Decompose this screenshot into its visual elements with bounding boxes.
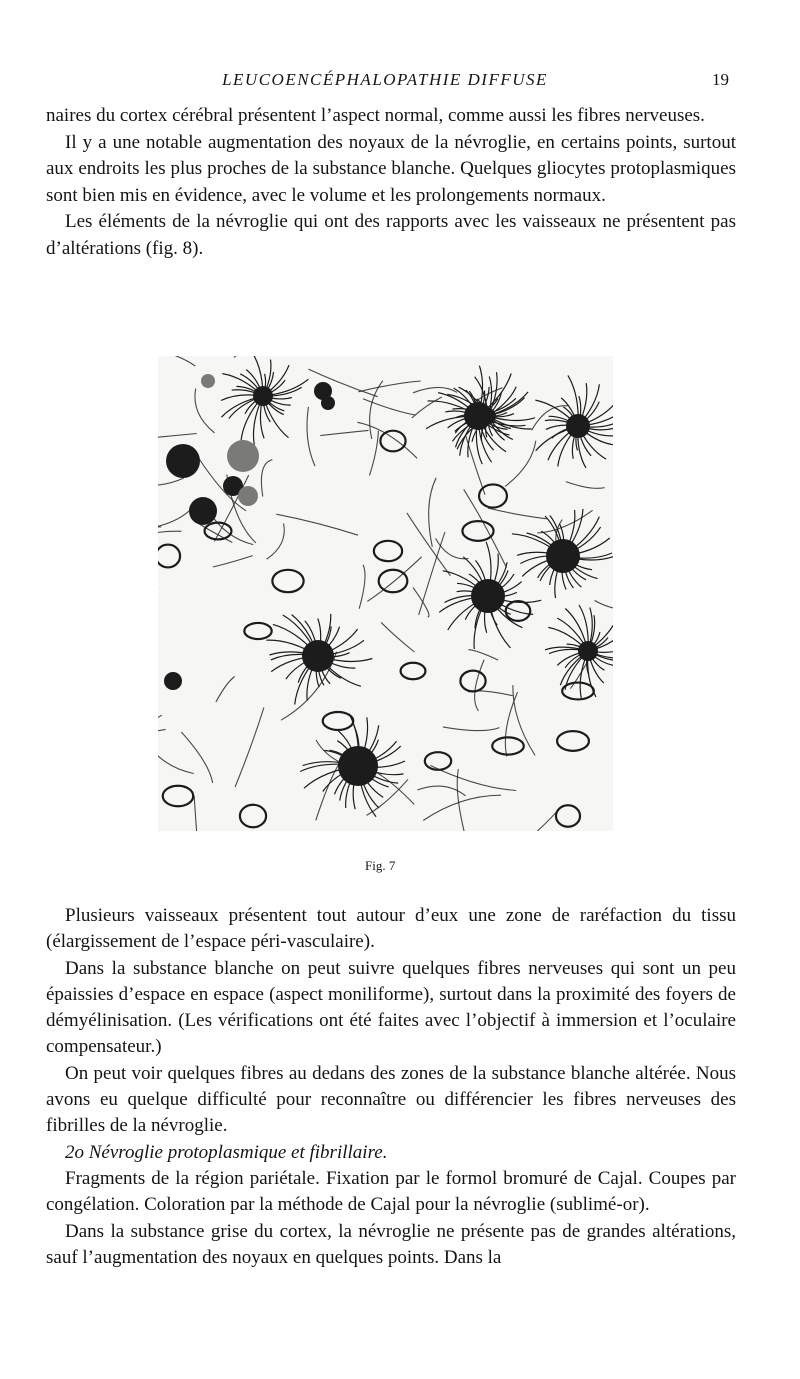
glial-fibre <box>413 387 457 392</box>
glial-fibre <box>276 514 358 535</box>
glial-fibre <box>436 539 469 559</box>
glial-fibre <box>443 727 500 731</box>
glial-fibre <box>367 779 408 815</box>
astrocyte-body <box>302 640 334 672</box>
glial-fibre <box>320 430 368 435</box>
glial-fibre <box>413 587 429 617</box>
glial-fibre <box>181 732 212 783</box>
glial-fibre <box>234 356 283 357</box>
vessel-ring <box>380 431 405 452</box>
glial-fibre <box>429 478 437 547</box>
glial-fibre <box>381 622 414 652</box>
glial-fibre <box>595 600 613 612</box>
running-title: LEUCOENCÉPHALOPATHIE DIFFUSE <box>222 70 548 89</box>
glial-fibre <box>537 510 592 533</box>
glial-fibre <box>194 796 200 831</box>
glial-fibre <box>158 744 194 773</box>
section-heading: 2o Névroglie protoplasmique et fibrillaire. <box>65 1141 388 1163</box>
glial-fibre <box>464 489 507 567</box>
glial-fibre <box>158 498 161 527</box>
astrocyte-body <box>338 746 378 786</box>
astrocyte-body <box>253 386 273 406</box>
glial-fibre <box>505 692 517 756</box>
glial-fibre <box>417 786 465 796</box>
glial-fibre <box>235 708 264 787</box>
astrocyte-body <box>480 408 496 424</box>
glial-fibre <box>158 729 166 760</box>
glial-fibre <box>358 381 420 392</box>
astrocyte-body <box>471 579 505 613</box>
paragraph-white-matter-fibres: Dans la substance blanche on peut suivre quelques fibres nerveuses qui sont un peu épaissies d’espace en espace (aspect moniliforme), surtout dans la proximité des foyers de démyélinisation. (Les vérifications ont été faites avec l’objectif à immersion et l’oculaire compensateur.) <box>46 957 736 1058</box>
vessel-ring <box>401 663 426 680</box>
glial-fibre <box>370 431 379 476</box>
vessel-ring <box>205 523 232 540</box>
micrograph-figure <box>158 356 613 831</box>
glial-fibre <box>359 565 365 609</box>
paragraph-perivascular: Plusieurs vaisseaux présentent tout autour d’eux une zone de raréfaction du tissu (élargissement de l’espace péri-vasculaire). <box>46 905 736 953</box>
vessel-ring <box>163 786 193 806</box>
glial-fibre <box>475 660 485 711</box>
glial-fibre <box>158 356 195 366</box>
vessel-ring <box>374 541 402 561</box>
glial-fibre <box>367 557 421 602</box>
pale-nucleus <box>238 486 258 506</box>
vessel-ring <box>506 601 531 621</box>
glial-fibre <box>497 806 561 831</box>
figure-caption: Fig. 7 <box>365 858 396 873</box>
astrocyte-body <box>546 539 580 573</box>
glial-fibre <box>267 524 285 560</box>
vessel-ring <box>556 805 580 826</box>
glial-fibre <box>468 650 498 661</box>
page-number: 19 <box>712 70 729 89</box>
micrograph-illustration <box>158 356 613 831</box>
astrocyte-body <box>578 641 598 661</box>
vessel-ring <box>244 623 271 639</box>
glial-fibre <box>307 407 315 466</box>
vessel-ring <box>462 521 493 541</box>
glial-fibre <box>357 422 417 458</box>
bottom-text-block <box>46 903 736 1271</box>
paragraph-neuroglia-nuclei: Il y a une notable augmentation des noyaux de la névroglie, en certains points, surtout aux endroits les plus proches de la substance blanche. Quelques gliocytes protoplasmiques sont bien mis en évidence, avec le volume et les prolongements normaux. <box>46 131 736 206</box>
glial-fibre <box>158 434 197 438</box>
vessel-ring <box>557 731 589 751</box>
vessel-ring <box>323 712 354 730</box>
vessel-ring <box>240 805 266 827</box>
paragraph-method: Fragments de la région pariétale. Fixation par le formol bromuré de Cajal. Coupes par congélation. Coloration par la méthode de Cajal pour la névroglie (sublimé-or). <box>46 1167 736 1216</box>
glial-fibre <box>195 389 215 433</box>
glial-fibre <box>505 441 536 487</box>
astrocyte-body <box>566 414 590 438</box>
glial-fibre <box>566 482 605 489</box>
glial-fibre <box>412 397 442 418</box>
vessel-ring <box>379 570 408 593</box>
vessel-ring <box>272 570 303 592</box>
vessel-ring <box>562 683 594 700</box>
vessel-ring <box>425 752 451 770</box>
glial-nucleus <box>321 396 335 410</box>
top-text-block <box>46 103 736 262</box>
paragraph-grey-matter: Dans la substance grise du cortex, la névroglie ne présente pas de grandes altérations, sauf l’augmentation des noyaux en quelques points. Dans la <box>46 1220 736 1268</box>
glial-fibre <box>216 677 235 703</box>
glial-fibre <box>158 715 162 738</box>
vessel-ring <box>492 737 524 754</box>
glial-fibre <box>261 460 272 497</box>
vessel-ring <box>460 671 485 692</box>
pale-nucleus <box>201 374 215 388</box>
glial-fibre <box>488 508 547 519</box>
paragraph-vessel-relations: Les éléments de la névroglie qui ont des rapports avec les vaisseaux ne présentent pas d’altérations (fig. 8). <box>46 211 736 259</box>
vessel-ring <box>479 484 507 507</box>
glial-nucleus <box>164 672 182 690</box>
glial-nucleus <box>166 444 200 478</box>
paragraph-continuation: naires du cortex cérébral présentent l’aspect normal, comme aussi les fibres nerveuses. <box>46 105 705 126</box>
pale-nucleus <box>227 440 259 472</box>
vessel-ring <box>158 545 180 568</box>
glial-fibre <box>423 795 501 820</box>
glial-fibre <box>158 478 184 485</box>
glial-nucleus <box>189 497 217 525</box>
glial-fibre <box>213 556 253 567</box>
paragraph-altered-zones: On peut voir quelques fibres au dedans des zones de la substance blanche altérée. Nous avons eu quelque difficulté pour reconnaître ou différencier les fibres nerveuses des fibrilles de la névroglie. <box>46 1062 736 1137</box>
